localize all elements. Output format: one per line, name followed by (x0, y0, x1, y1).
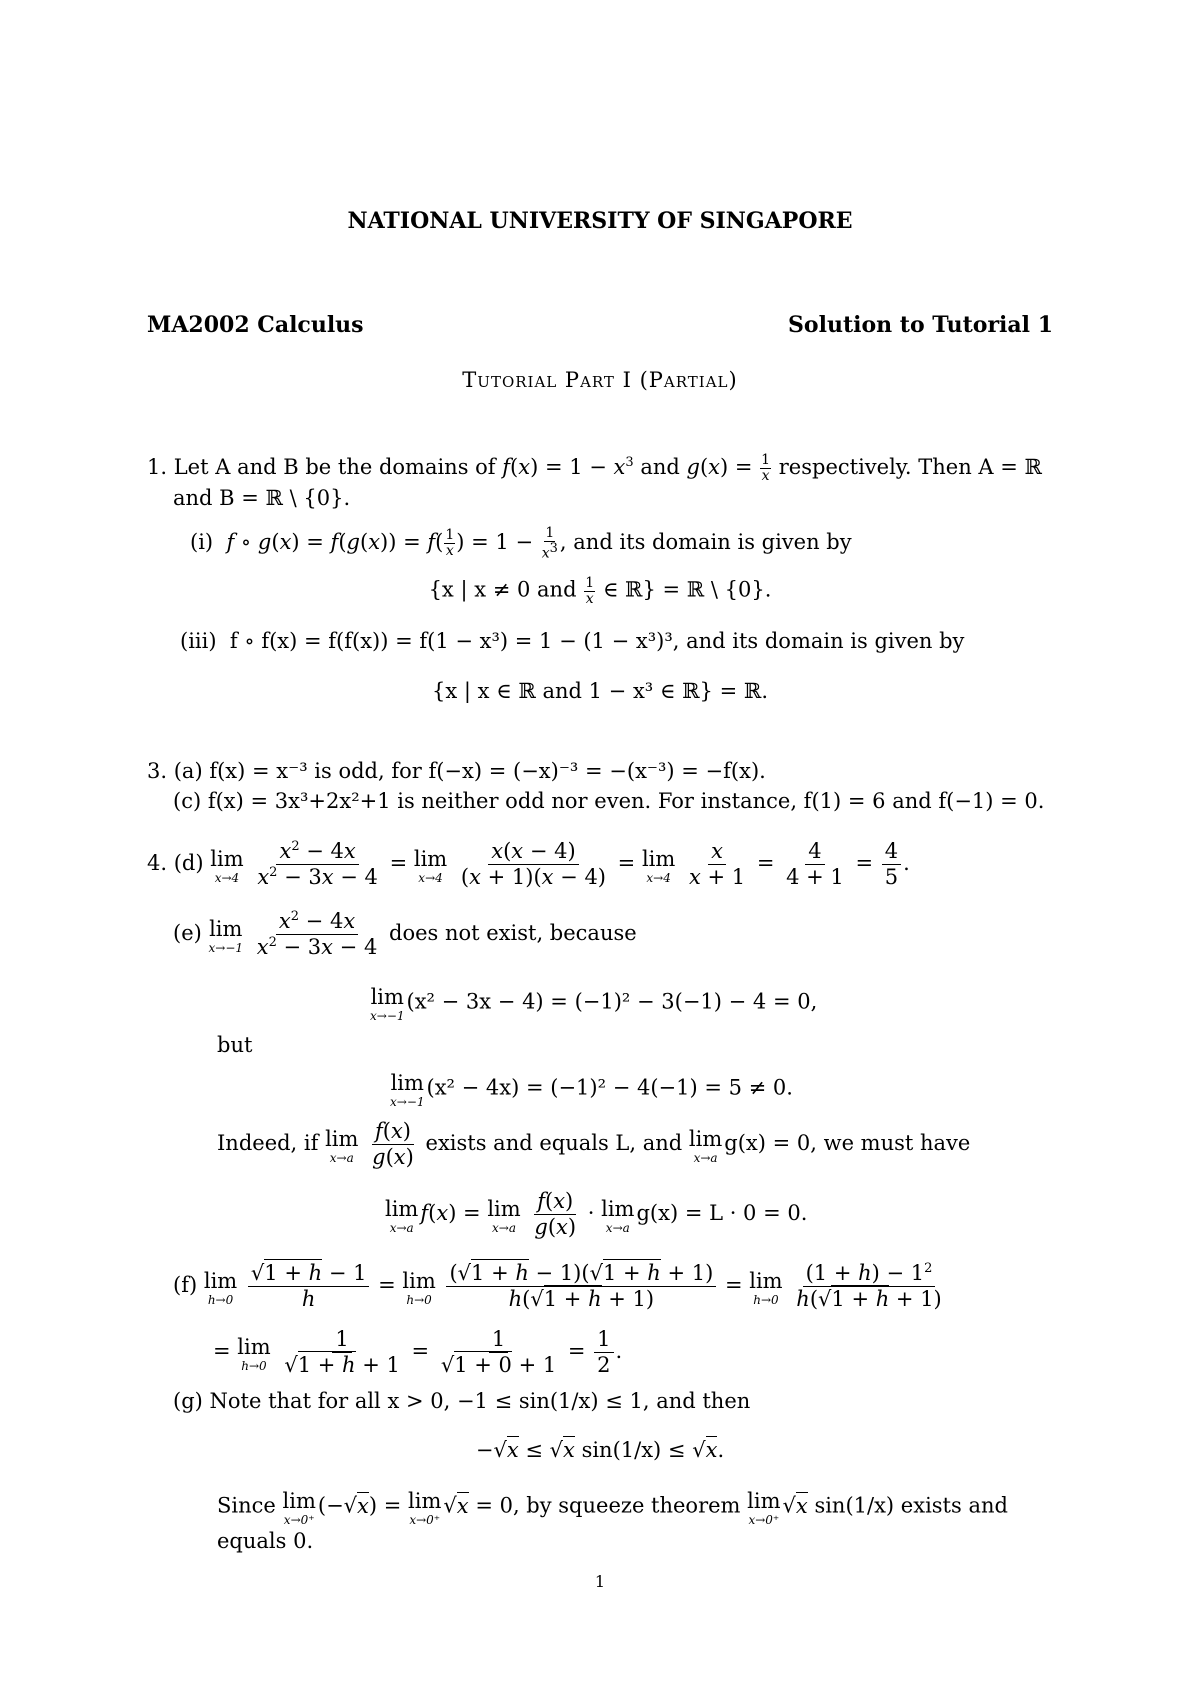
q4-g-label: (g) (173, 1389, 203, 1413)
q1-i-tail: , and its domain is given by (559, 530, 852, 555)
q4-e-eq3-tail: g(x) = L · 0 = 0. (636, 1201, 808, 1226)
q1-iii-domain: {x | x ∈ ℝ and 1 − x³ ∈ ℝ} = ℝ. (431, 679, 768, 703)
q4-part-e: (e) lim x→−1 $\frac{x^2 - 4x}{x^2 - 3x - 4}$ does not exist, because (173, 909, 637, 960)
q4-part-g (173, 1388, 750, 1414)
q4-e-eq1: lim x→−1 (x² − 3x − 4) = (−1)² − 3(−1) − 4 = 0, (370, 985, 818, 1023)
q4-part-f-line2: = lim h→0 $\frac{1}{√1 + h + 1}$ = $\frac{1}{√1 + 0 + 1}$ = $\frac{1}{2}$ . (213, 1327, 623, 1378)
q4-exists-and: sin(1/x) exists and (814, 1493, 1008, 1518)
q4-part-f-line1: (f) lim h→0 $\frac{√1 + h - 1}{h}$ = lim h→0 $\frac{(√1 + h - 1)(√1 + h + 1)}{h(√1 + h + 1)}$ = lim h→0 $\frac{(1 + h) - 1^2}{h(√1 + h + 1)}$ (173, 1261, 942, 1312)
q4-indeed-c: g(x) = 0, we must have (724, 1131, 971, 1156)
q1-line1: 1. Let A and B be the domains of $f(x) = 1 - x^3$ and g(x) = $\frac{1}{x}$ respectively. Then A = ℝ (147, 452, 1042, 484)
q1-part-i: (i) f ∘ g(x) = f(g(x)) = f( $\frac{1}{x}$ ) = 1 − $\frac{1}{x^3}$ , and its domain is given by (190, 525, 852, 562)
q3-part-a (147, 758, 766, 784)
q3-a-text: (a) f(x) = x⁻³ is odd, for f(−x) = (−x)⁻³ = −(x⁻³) = −f(x). (173, 759, 766, 783)
q4-g-since: Since lim x→0⁺ (−√x) = lim x→0⁺ √x = 0, by squeeze theorem lim x→0⁺ √x sin(1/x) exists and (217, 1489, 1008, 1527)
q4-indeed-a: Indeed, if (217, 1131, 319, 1156)
q4-indeed: Indeed, if lim x→a $\frac{f(x)}{g(x)}$ exists and equals L, and lim x→a g(x) = 0, we must have (217, 1119, 971, 1170)
q4-indeed-b: exists and equals L, and (425, 1131, 683, 1156)
q4-e-tail: does not exist, because (389, 921, 637, 946)
q4-equals: equals 0. (217, 1529, 314, 1553)
q1-number: 1. (147, 455, 168, 479)
q1-intro-a: Let A and B be the domains of (173, 455, 496, 479)
q4-but: but (217, 1033, 253, 1057)
document-title: Solution to Tutorial 1 (788, 312, 1053, 338)
q4-number: 4. (147, 851, 168, 876)
q4-squeeze: = 0, by squeeze theorem (475, 1493, 741, 1518)
q4-e-eq2-text: (x² − 4x) = (−1)² − 4(−1) = 5 ≠ 0. (426, 1075, 793, 1100)
q4-e-eq2: lim x→−1 (x² − 4x) = (−1)² − 4(−1) = 5 ≠ 0. (390, 1071, 793, 1109)
q1-i-domain-a: {x | x ≠ 0 and (428, 577, 577, 602)
q4-g-ineq-text: sin(1/x) ≤ (581, 1438, 686, 1462)
q1-iii-expr: f ∘ f(x) = f(f(x)) = f(1 − x³) = 1 − (1 − x³)³, and its domain is given by (229, 629, 965, 653)
q1-iii-label: (iii) (180, 629, 217, 653)
q3-part-c: (c) f(x) = 3x³+2x²+1 is neither odd nor even. For instance, f(1) = 6 and f(−1) = 0. (173, 789, 1045, 813)
university-heading: NATIONAL UNIVERSITY OF SINGAPORE (347, 208, 853, 234)
section-heading: Tutorial Part I (Partial) (462, 368, 738, 392)
q1-line2: and B = ℝ \ {0}. (173, 486, 351, 510)
q1-intro-b: respectively. Then A = ℝ (778, 455, 1042, 479)
q1-i-domain: {x | x ≠ 0 and $\frac{1}{x}$ ∈ ℝ} = ℝ \ {0}. (428, 575, 772, 607)
q4-g-text: Note that for all x > 0, −1 ≤ sin(1/x) ≤ 1, and then (209, 1389, 751, 1413)
page-number: 1 (594, 1572, 606, 1591)
q1-part-iii (180, 628, 964, 654)
q4-e-eq1-text: (x² − 3x − 4) = (−1)² − 3(−1) − 4 = 0, (406, 989, 818, 1014)
q4-since: Since (217, 1493, 276, 1518)
q4-d-label: (d) (173, 851, 204, 876)
course-code: MA2002 Calculus (147, 312, 364, 338)
q1-i-label: (i) (190, 530, 214, 555)
q4-g-inequality: −√x ≤ √x sin(1/x) ≤ √x. (475, 1438, 725, 1462)
q4-e-label: (e) (173, 921, 202, 946)
q4-e-eq3: lim x→a f(x) = lim x→a $\frac{f(x)}{g(x)}$ · lim x→a g(x) = L · 0 = 0. (385, 1189, 808, 1240)
q3-number: 3. (147, 759, 168, 783)
q4-f-label: (f) (173, 1273, 198, 1298)
q1-i-domain-b: ∈ ℝ} = ℝ \ {0}. (602, 577, 772, 602)
q4-part-d: 4. (d) lim x→4 $\frac{x^2 - 4x}{x^2 - 3x - 4}$ = lim x→4 $\frac{x(x - 4)}{(x + 1)(x - 4)}$ = lim x→4 $\frac{x}{x + 1}$ = $\frac{4}{4 + 1}$ = $\frac{4}{5}$ . (147, 839, 910, 890)
